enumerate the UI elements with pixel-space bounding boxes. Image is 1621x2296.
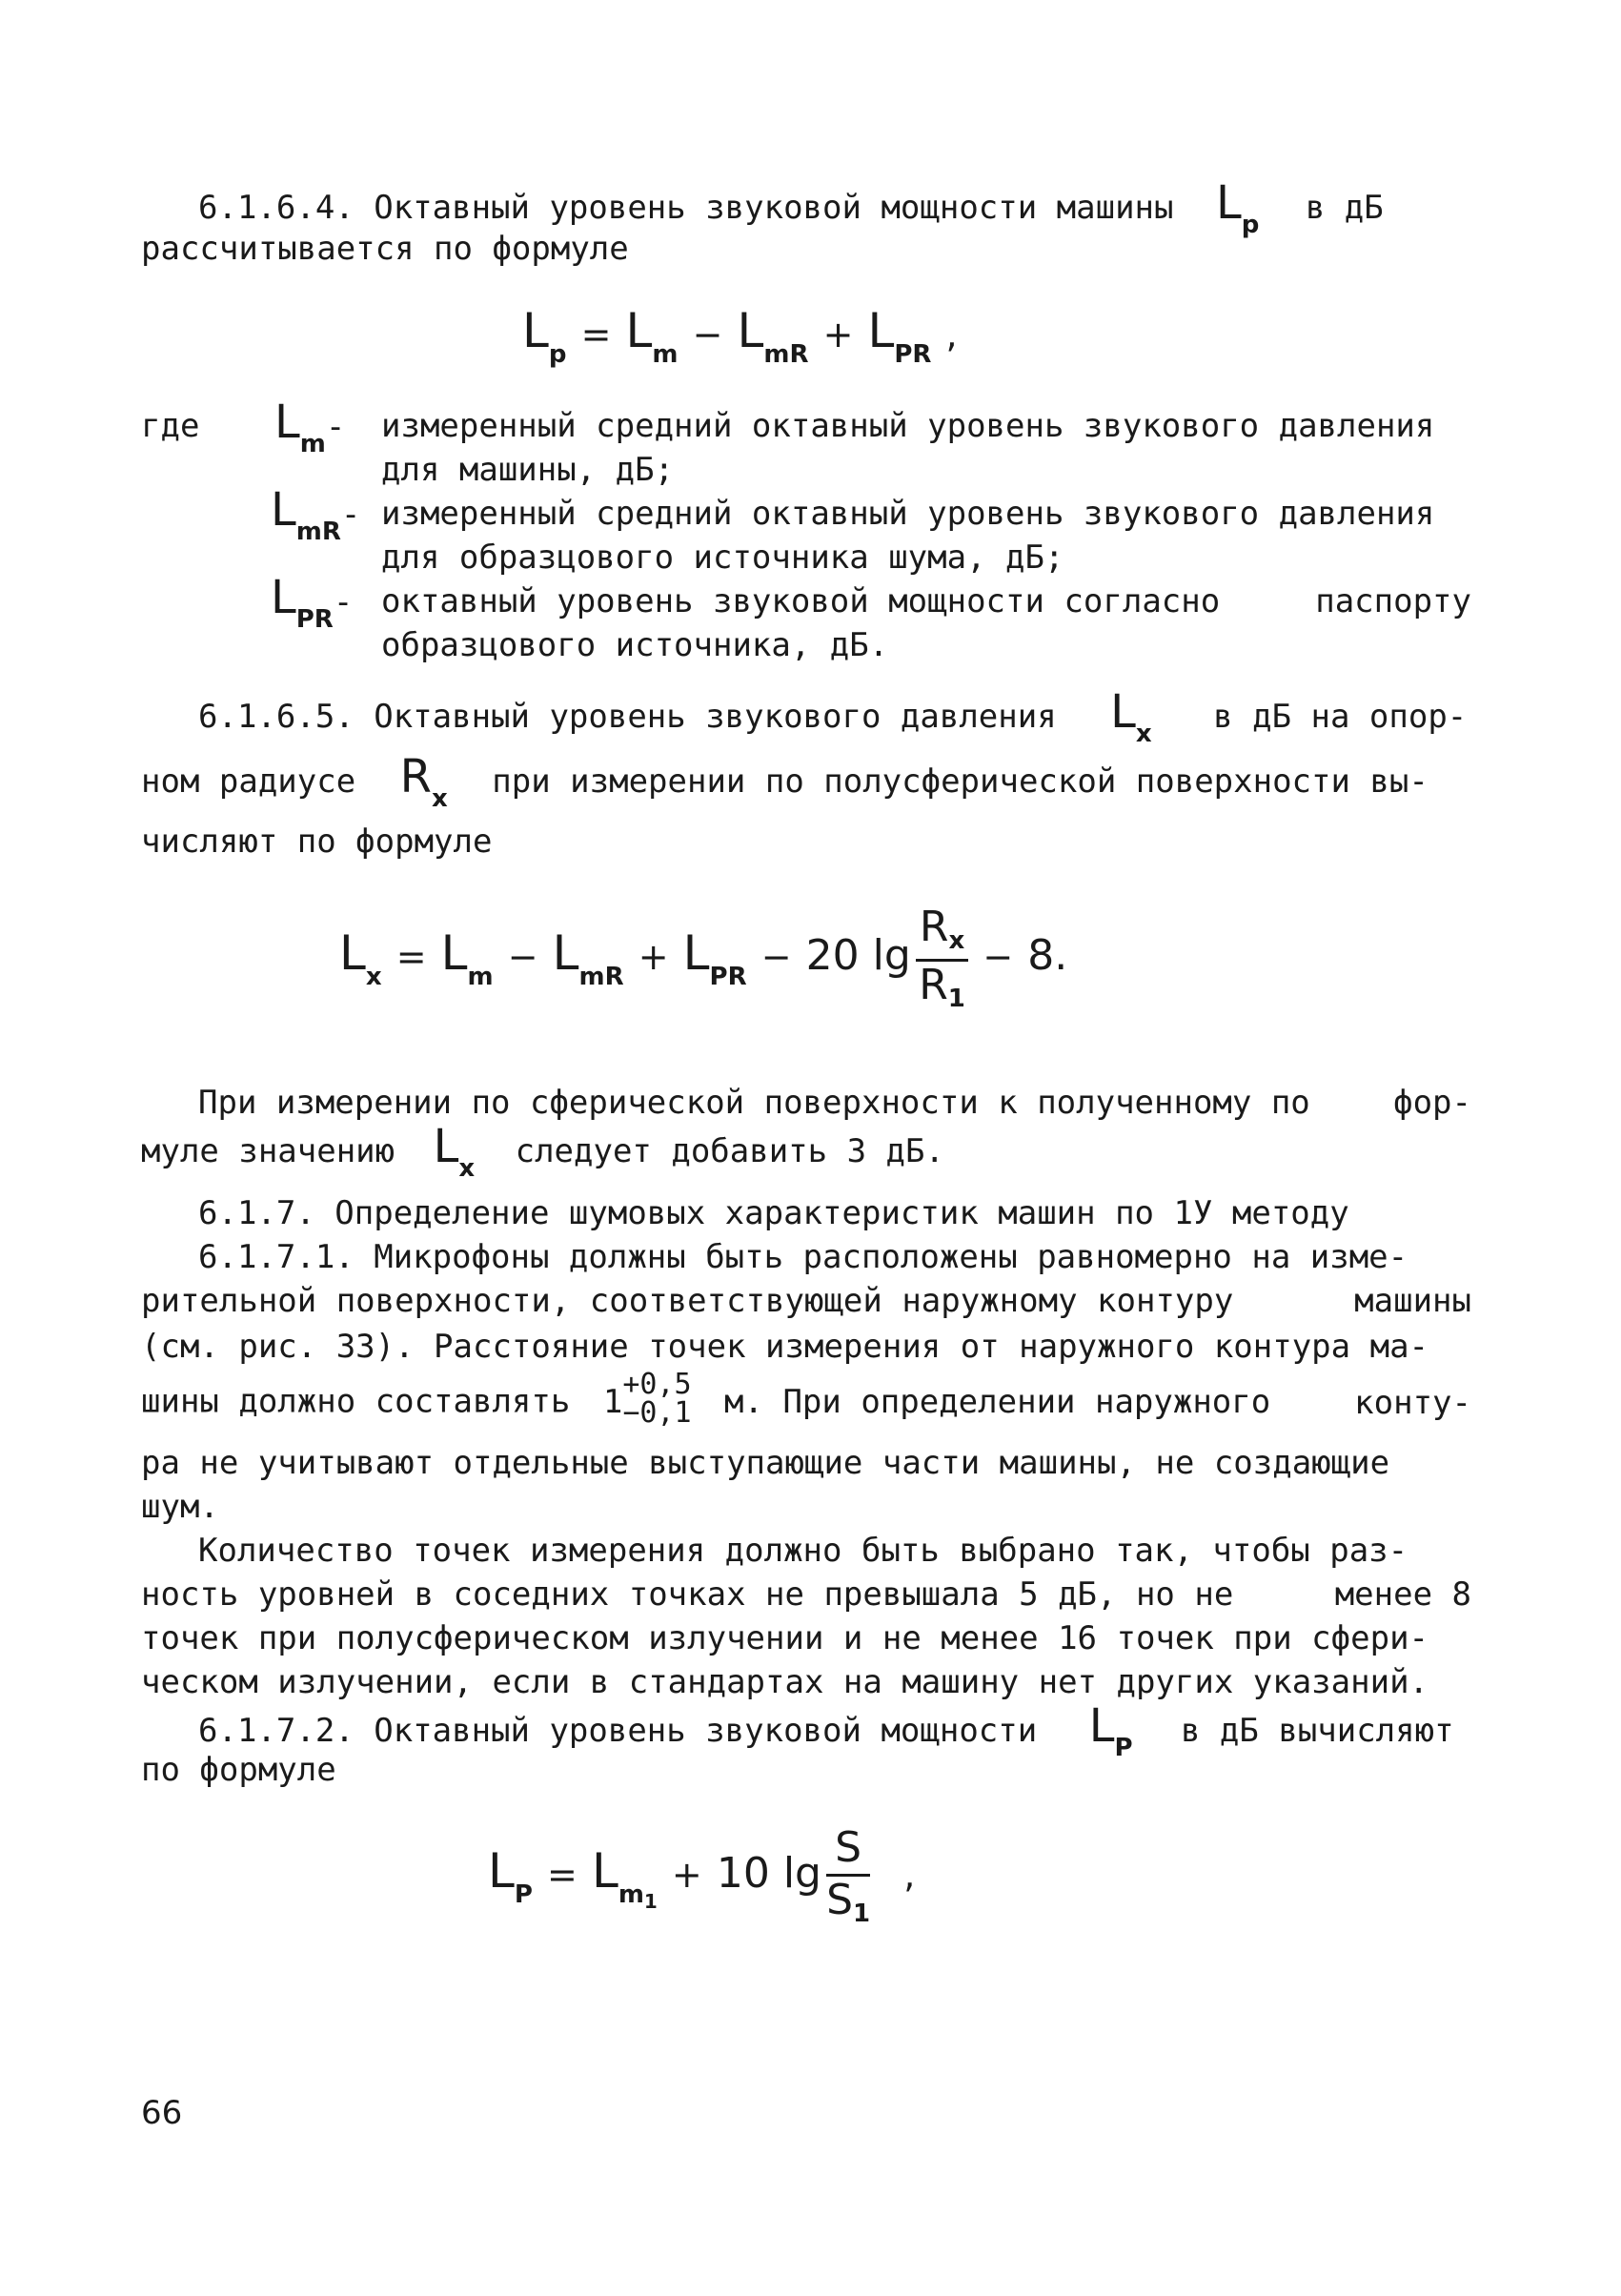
para-6172-line2: по формуле <box>141 1751 336 1789</box>
section-617-title: 6.1.7. Определение шумовых характеристик машин по 1У методу <box>198 1194 1349 1232</box>
def-LmR-symbol: $L_{mR}-$ <box>271 483 361 546</box>
para-points-line4: ческом излучении, если в стандартах на машину нет других указаний. <box>141 1663 1429 1701</box>
para-6171-line4: шины должно составлять 1 +0,5 −0,1 м. При определении наружного конту- <box>141 1368 1471 1430</box>
def-Lm-line1: измеренный средний октавный уровень звукового давления <box>381 407 1435 445</box>
para-6171-line2: рительной поверхности, соответствующей наружному контуру машины <box>141 1282 1471 1320</box>
symbol-LP: $L_P$ <box>1088 1699 1133 1762</box>
tolerance: +0,5 −0,1 <box>622 1368 692 1430</box>
para-6171-line3: (см. рис. 33). Расстояние точек измерения от наружного контура ма- <box>141 1328 1429 1366</box>
symbol-Lp: $L_p$ <box>1215 176 1260 239</box>
para-6171-line5: ра не учитывают отдельные выступающие части машины, не создающие <box>141 1444 1390 1482</box>
formula-sound-power-1U: LP = Lm1 + 10 lg $\frac{S}{S1}$ , <box>488 1823 916 1928</box>
fraction-S-S1: $\frac{S}{S1}$ <box>826 1823 871 1928</box>
symbol-Lx: $L_x$ <box>1110 685 1152 748</box>
page-number: 66 <box>141 2094 183 2132</box>
para-6164-line2: рассчитывается по формуле <box>141 230 629 268</box>
para-6165-line2: ном радиусе $R_x$ при измерении по полусферической поверхности вы- <box>141 750 1429 813</box>
def-Lm-symbol: $L_m-$ <box>274 396 346 458</box>
para-6171-line1: 6.1.7.1. Микрофоны должны быть расположены равномерно на изме- <box>198 1238 1408 1276</box>
para-points-line1: Количество точек измерения должно быть выбрано так, чтобы раз- <box>198 1532 1408 1570</box>
formula-pressure-level: Lx = Lm − LmR + LPR − 20 lg $\frac{Rx}{R1}$ − 8. <box>339 903 1068 1013</box>
symbol-Lx-2: $L_x$ <box>433 1120 476 1183</box>
formula-sound-power: Lp = Lm − LmR + LPR , <box>522 303 958 369</box>
def-LPR-symbol: $L_{PR}-$ <box>271 571 354 634</box>
para-6171-line6: шум. <box>141 1488 219 1526</box>
def-Lm-line2: для машины, дБ; <box>381 451 675 489</box>
para-points-line2: ность уровней в соседних точках не превышала 5 дБ, но не менее 8 <box>141 1575 1471 1614</box>
def-LPR-line1: октавный уровень звуковой мощности согласно паспорту <box>381 582 1471 620</box>
fraction-Rx-R1: $\frac{Rx}{R1}$ <box>916 904 968 1015</box>
def-LmR-line2: для образцового источника шума, дБ; <box>381 538 1064 577</box>
para-points-line3: точек при полусферическом излучении и не менее 16 точек при сфери- <box>141 1619 1429 1657</box>
symbol-Rx: $R_x$ <box>399 750 448 813</box>
def-LmR-line1: измеренный средний октавный уровень звукового давления <box>381 495 1435 533</box>
para-6165-line1: 6.1.6.5. Октавный уровень звукового давления $L_x$ в дБ на опор- <box>198 685 1468 748</box>
para-6165-line3: числяют по формуле <box>141 823 493 861</box>
sphere-line1: При измерении по сферической поверхности к полученному по фор- <box>198 1084 1471 1122</box>
para-6164-line1: 6.1.6.4. Октавный уровень звуковой мощности машины $L_p$ в дБ <box>198 176 1384 239</box>
def-LPR-line2: образцового источника, дБ. <box>381 626 889 664</box>
para-6172-line1: 6.1.7.2. Октавный уровень звуковой мощности $L_P$ в дБ вычисляют <box>198 1699 1454 1762</box>
sphere-line2: муле значению $L_x$ следует добавить 3 дБ. <box>141 1120 944 1183</box>
where-label: где <box>141 407 200 445</box>
